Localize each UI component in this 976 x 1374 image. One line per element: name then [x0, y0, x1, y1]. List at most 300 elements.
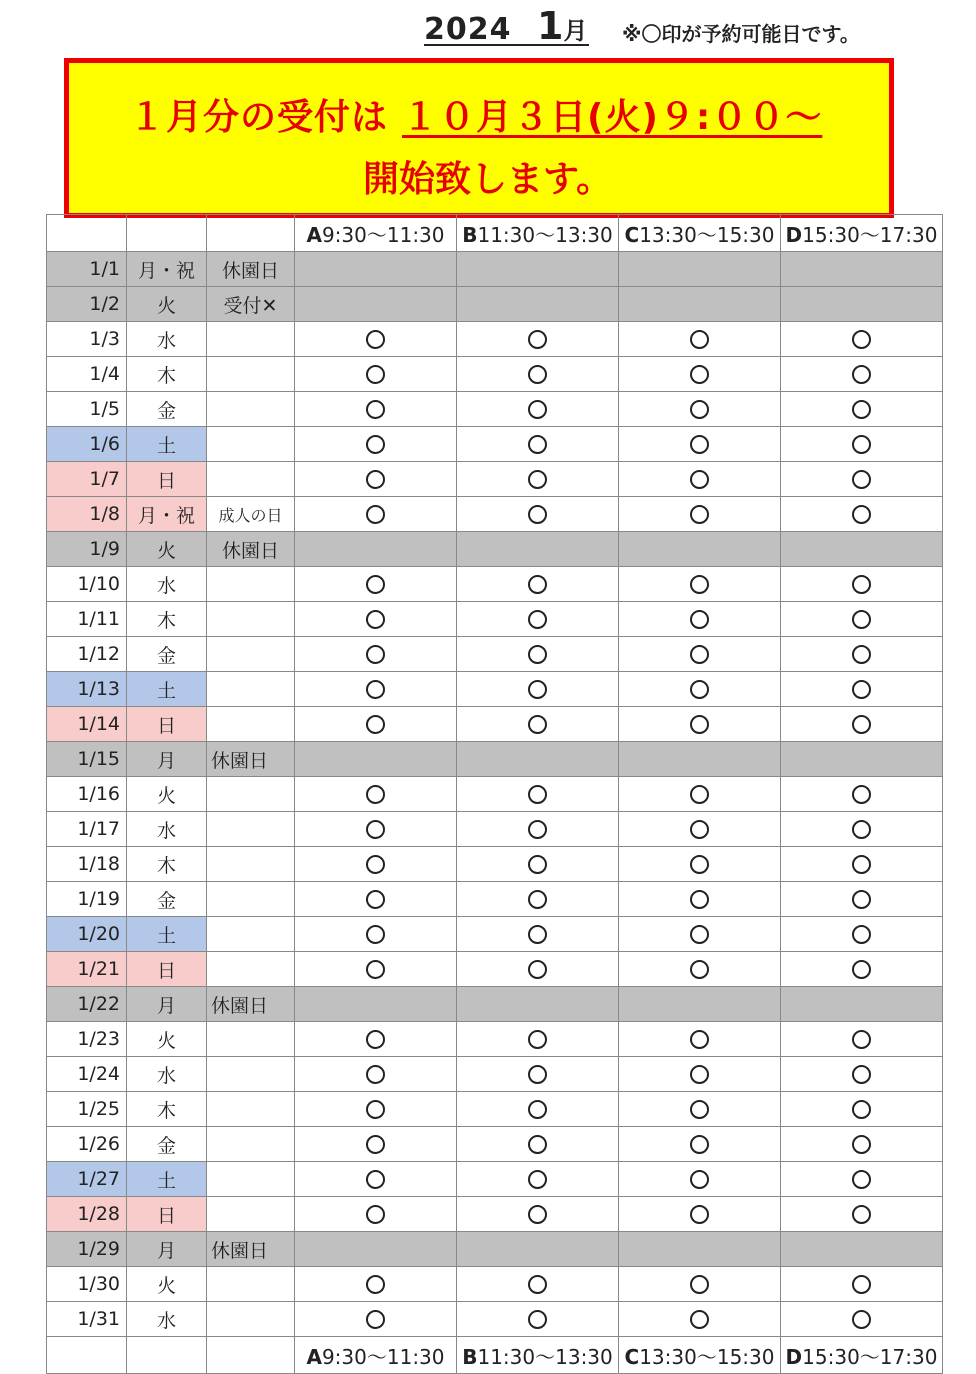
available-mark: [366, 680, 385, 699]
slot-b: [457, 847, 619, 882]
available-mark: [366, 505, 385, 524]
slot-a: [295, 497, 457, 532]
available-mark: [852, 505, 871, 524]
available-mark: [852, 330, 871, 349]
row-day: 火: [127, 777, 207, 812]
available-mark: [528, 1205, 547, 1224]
table-row: [47, 497, 943, 532]
footer-slot-b: B11:30～13:30: [457, 1337, 619, 1374]
slot-b: [457, 1302, 619, 1337]
slot-d: [781, 812, 943, 847]
available-mark: [528, 890, 547, 909]
slot-b: [457, 357, 619, 392]
row-day: 木: [127, 847, 207, 882]
available-mark: [852, 1100, 871, 1119]
available-mark: [852, 1170, 871, 1189]
row-note: 休園日: [207, 252, 295, 287]
slot-b: [457, 1162, 619, 1197]
available-mark: [852, 575, 871, 594]
footer-date: [47, 1337, 127, 1374]
slot-c: [619, 1092, 781, 1127]
slot-c: [619, 567, 781, 602]
table-row: [47, 742, 943, 777]
slot-c: [619, 847, 781, 882]
row-date: 1/15: [47, 742, 127, 777]
available-mark: [690, 330, 709, 349]
slot-d: [781, 987, 943, 1022]
table-row: [47, 252, 943, 287]
slot-b: [457, 602, 619, 637]
slot-d: [781, 1127, 943, 1162]
row-note: [207, 707, 295, 742]
available-mark: [366, 925, 385, 944]
title-underline: [424, 44, 589, 46]
slot-b: [457, 287, 619, 322]
row-date: 1/7: [47, 462, 127, 497]
available-mark: [528, 1030, 547, 1049]
slot-b: [457, 427, 619, 462]
row-day: 金: [127, 882, 207, 917]
row-day: 金: [127, 392, 207, 427]
header-row: [47, 215, 943, 252]
slot-c: [619, 287, 781, 322]
row-note: [207, 672, 295, 707]
slot-a: [295, 847, 457, 882]
slot-d: [781, 532, 943, 567]
row-date: 1/12: [47, 637, 127, 672]
row-note: [207, 812, 295, 847]
table-row: [47, 1162, 943, 1197]
slot-a: [295, 742, 457, 777]
table-row: [47, 672, 943, 707]
slot-d: [781, 462, 943, 497]
row-note: [207, 777, 295, 812]
available-mark: [852, 470, 871, 489]
footer-slot-a: A9:30～11:30: [295, 1337, 457, 1374]
available-mark: [528, 1065, 547, 1084]
available-mark: [366, 365, 385, 384]
slot-d: [781, 1022, 943, 1057]
available-mark: [690, 645, 709, 664]
slot-b: [457, 812, 619, 847]
available-mark: [852, 610, 871, 629]
slot-b: [457, 637, 619, 672]
slot-d: [781, 602, 943, 637]
available-mark: [690, 1310, 709, 1329]
available-mark: [690, 820, 709, 839]
available-mark: [852, 435, 871, 454]
slot-c: [619, 252, 781, 287]
slot-d: [781, 392, 943, 427]
banner-start-date: １０月３日(火)９:００～: [402, 97, 823, 138]
available-mark: [366, 435, 385, 454]
slot-a: [295, 1232, 457, 1267]
table-row: [47, 322, 943, 357]
row-day: 月: [127, 742, 207, 777]
slot-c: [619, 672, 781, 707]
available-mark: [528, 645, 547, 664]
slot-d: [781, 742, 943, 777]
available-mark: [852, 960, 871, 979]
row-day: 日: [127, 462, 207, 497]
row-note: [207, 637, 295, 672]
available-mark: [852, 925, 871, 944]
row-day: 土: [127, 672, 207, 707]
available-mark: [528, 365, 547, 384]
slot-a: [295, 1092, 457, 1127]
slot-d: [781, 917, 943, 952]
available-mark: [690, 365, 709, 384]
available-mark: [690, 960, 709, 979]
slot-a: [295, 462, 457, 497]
row-date: 1/5: [47, 392, 127, 427]
slot-d: [781, 252, 943, 287]
table-row: [47, 567, 943, 602]
row-date: 1/27: [47, 1162, 127, 1197]
slot-b: [457, 1267, 619, 1302]
slot-d: [781, 287, 943, 322]
available-mark: [690, 575, 709, 594]
row-date: 1/6: [47, 427, 127, 462]
row-date: 1/8: [47, 497, 127, 532]
slot-a: [295, 917, 457, 952]
row-day: 水: [127, 1302, 207, 1337]
row-date: 1/1: [47, 252, 127, 287]
slot-c: [619, 427, 781, 462]
available-mark: [852, 715, 871, 734]
available-mark: [852, 820, 871, 839]
available-mark: [690, 435, 709, 454]
available-mark: [690, 1205, 709, 1224]
slot-b: [457, 777, 619, 812]
row-date: 1/26: [47, 1127, 127, 1162]
available-mark: [852, 890, 871, 909]
slot-b: [457, 952, 619, 987]
row-day: 木: [127, 602, 207, 637]
available-mark: [366, 1170, 385, 1189]
available-mark: [366, 645, 385, 664]
slot-c: [619, 392, 781, 427]
row-date: 1/4: [47, 357, 127, 392]
available-mark: [852, 1065, 871, 1084]
slot-a: [295, 672, 457, 707]
slot-d: [781, 882, 943, 917]
row-day: 月・祝: [127, 497, 207, 532]
available-mark: [366, 1310, 385, 1329]
slot-b: [457, 252, 619, 287]
year: 2024: [424, 12, 512, 47]
row-date: 1/20: [47, 917, 127, 952]
slot-b: [457, 707, 619, 742]
row-day: 木: [127, 357, 207, 392]
row-date: 1/24: [47, 1057, 127, 1092]
row-day: 火: [127, 532, 207, 567]
available-mark: [852, 645, 871, 664]
row-date: 1/25: [47, 1092, 127, 1127]
slot-d: [781, 1162, 943, 1197]
available-mark: [366, 470, 385, 489]
row-day: 月: [127, 987, 207, 1022]
row-day: 土: [127, 1162, 207, 1197]
available-mark: [690, 400, 709, 419]
slot-c: [619, 987, 781, 1022]
available-mark: [366, 1275, 385, 1294]
slot-b: [457, 462, 619, 497]
row-date: 1/14: [47, 707, 127, 742]
slot-a: [295, 1127, 457, 1162]
available-mark: [366, 855, 385, 874]
slot-a: [295, 1057, 457, 1092]
slot-c: [619, 1057, 781, 1092]
slot-a: [295, 882, 457, 917]
header-date: [47, 215, 127, 252]
row-day: 土: [127, 917, 207, 952]
row-date: 1/30: [47, 1267, 127, 1302]
available-mark: [852, 1275, 871, 1294]
available-mark: [366, 890, 385, 909]
slot-d: [781, 1057, 943, 1092]
header-slot-c: C13:30～15:30: [619, 215, 781, 252]
row-day: 火: [127, 1022, 207, 1057]
table-row: [47, 532, 943, 567]
slot-c: [619, 1197, 781, 1232]
available-mark: [852, 1030, 871, 1049]
table-row: [47, 1302, 943, 1337]
table-row: [47, 1092, 943, 1127]
table-row: [47, 287, 943, 322]
slot-a: [295, 252, 457, 287]
available-mark: [852, 365, 871, 384]
row-date: 1/16: [47, 777, 127, 812]
available-mark: [852, 855, 871, 874]
available-mark: [690, 1030, 709, 1049]
available-mark: [366, 610, 385, 629]
available-mark: [690, 1275, 709, 1294]
row-date: 1/17: [47, 812, 127, 847]
table-body: [47, 252, 943, 1337]
row-note: [207, 952, 295, 987]
row-note: [207, 1057, 295, 1092]
row-note: [207, 392, 295, 427]
available-mark: [690, 785, 709, 804]
slot-b: [457, 1197, 619, 1232]
row-note: [207, 1197, 295, 1232]
available-mark: [528, 1135, 547, 1154]
available-mark: [852, 1135, 871, 1154]
slot-b: [457, 882, 619, 917]
slot-d: [781, 847, 943, 882]
row-date: 1/10: [47, 567, 127, 602]
slot-a: [295, 427, 457, 462]
row-day: 金: [127, 637, 207, 672]
available-mark: [690, 890, 709, 909]
available-mark: [690, 1135, 709, 1154]
availability-note: ※〇印が予約可能日です。: [622, 22, 860, 46]
row-note: 成人の日: [207, 497, 295, 532]
table-row: [47, 707, 943, 742]
slot-c: [619, 357, 781, 392]
row-date: 1/31: [47, 1302, 127, 1337]
slot-c: [619, 1022, 781, 1057]
available-mark: [690, 855, 709, 874]
available-mark: [366, 400, 385, 419]
table-row: [47, 392, 943, 427]
row-date: 1/3: [47, 322, 127, 357]
slot-a: [295, 567, 457, 602]
header-slot-b: B11:30～13:30: [457, 215, 619, 252]
slot-d: [781, 672, 943, 707]
table-row: [47, 1197, 943, 1232]
available-mark: [528, 960, 547, 979]
table-row: [47, 427, 943, 462]
available-mark: [366, 820, 385, 839]
slot-a: [295, 1302, 457, 1337]
slot-c: [619, 1162, 781, 1197]
row-day: 土: [127, 427, 207, 462]
slot-a: [295, 1022, 457, 1057]
slot-a: [295, 637, 457, 672]
header-slot-a: A9:30～11:30: [295, 215, 457, 252]
available-mark: [528, 610, 547, 629]
slot-c: [619, 532, 781, 567]
row-note: 休園日: [207, 532, 295, 567]
row-day: 水: [127, 567, 207, 602]
row-note: 休園日: [207, 987, 295, 1022]
available-mark: [690, 1065, 709, 1084]
slot-d: [781, 497, 943, 532]
row-note: [207, 847, 295, 882]
row-note: [207, 462, 295, 497]
slot-c: [619, 497, 781, 532]
slot-d: [781, 637, 943, 672]
banner-line-2: 開始致します。: [363, 159, 613, 200]
slot-b: [457, 987, 619, 1022]
row-note: [207, 882, 295, 917]
row-day: 日: [127, 952, 207, 987]
available-mark: [528, 400, 547, 419]
available-mark: [690, 470, 709, 489]
row-day: 月: [127, 1232, 207, 1267]
row-date: 1/22: [47, 987, 127, 1022]
row-day: 日: [127, 1197, 207, 1232]
row-day: 金: [127, 1127, 207, 1162]
month-unit: 月: [563, 17, 588, 45]
slot-c: [619, 1232, 781, 1267]
slot-c: [619, 1267, 781, 1302]
row-note: [207, 322, 295, 357]
row-note: 休園日: [207, 742, 295, 777]
slot-d: [781, 427, 943, 462]
header-note: [207, 215, 295, 252]
slot-b: [457, 567, 619, 602]
slot-d: [781, 357, 943, 392]
slot-a: [295, 1197, 457, 1232]
footer-slot-d: D15:30～17:30: [781, 1337, 943, 1374]
row-note: [207, 567, 295, 602]
slot-b: [457, 1092, 619, 1127]
slot-c: [619, 707, 781, 742]
row-date: 1/9: [47, 532, 127, 567]
slot-a: [295, 357, 457, 392]
row-day: 水: [127, 1057, 207, 1092]
row-note: [207, 602, 295, 637]
available-mark: [690, 610, 709, 629]
slot-c: [619, 1127, 781, 1162]
available-mark: [366, 1135, 385, 1154]
slot-a: [295, 812, 457, 847]
available-mark: [528, 1170, 547, 1189]
slot-c: [619, 1302, 781, 1337]
row-note: [207, 1092, 295, 1127]
table-row: [47, 1022, 943, 1057]
banner-line-1: [129, 89, 822, 140]
available-mark: [366, 1205, 385, 1224]
available-mark: [366, 1100, 385, 1119]
table-row: [47, 357, 943, 392]
available-mark: [528, 680, 547, 699]
available-mark: [366, 575, 385, 594]
slot-b: [457, 742, 619, 777]
row-note: [207, 1302, 295, 1337]
row-note: [207, 917, 295, 952]
slot-b: [457, 322, 619, 357]
row-date: 1/28: [47, 1197, 127, 1232]
available-mark: [852, 400, 871, 419]
slot-b: [457, 532, 619, 567]
slot-b: [457, 1022, 619, 1057]
available-mark: [852, 680, 871, 699]
row-date: 1/13: [47, 672, 127, 707]
available-mark: [528, 575, 547, 594]
available-mark: [528, 435, 547, 454]
slot-c: [619, 812, 781, 847]
table-row: [47, 1232, 943, 1267]
available-mark: [528, 330, 547, 349]
row-date: 1/23: [47, 1022, 127, 1057]
banner-prefix: １月分の受付は: [129, 97, 389, 138]
slot-d: [781, 1232, 943, 1267]
available-mark: [852, 785, 871, 804]
table-row: [47, 602, 943, 637]
table-row: [47, 847, 943, 882]
slot-b: [457, 917, 619, 952]
table-row: [47, 1057, 943, 1092]
available-mark: [528, 1310, 547, 1329]
row-day: 日: [127, 707, 207, 742]
row-note: [207, 1162, 295, 1197]
available-mark: [852, 1205, 871, 1224]
table-row: [47, 462, 943, 497]
available-mark: [528, 715, 547, 734]
header-day: [127, 215, 207, 252]
available-mark: [366, 715, 385, 734]
slot-a: [295, 777, 457, 812]
slot-c: [619, 777, 781, 812]
available-mark: [366, 960, 385, 979]
available-mark: [528, 820, 547, 839]
row-day: 木: [127, 1092, 207, 1127]
slot-c: [619, 637, 781, 672]
slot-d: [781, 322, 943, 357]
month: [537, 4, 587, 48]
table-row: [47, 987, 943, 1022]
slot-c: [619, 952, 781, 987]
available-mark: [690, 505, 709, 524]
table-row: [47, 917, 943, 952]
slot-a: [295, 532, 457, 567]
row-date: 1/11: [47, 602, 127, 637]
slot-b: [457, 392, 619, 427]
